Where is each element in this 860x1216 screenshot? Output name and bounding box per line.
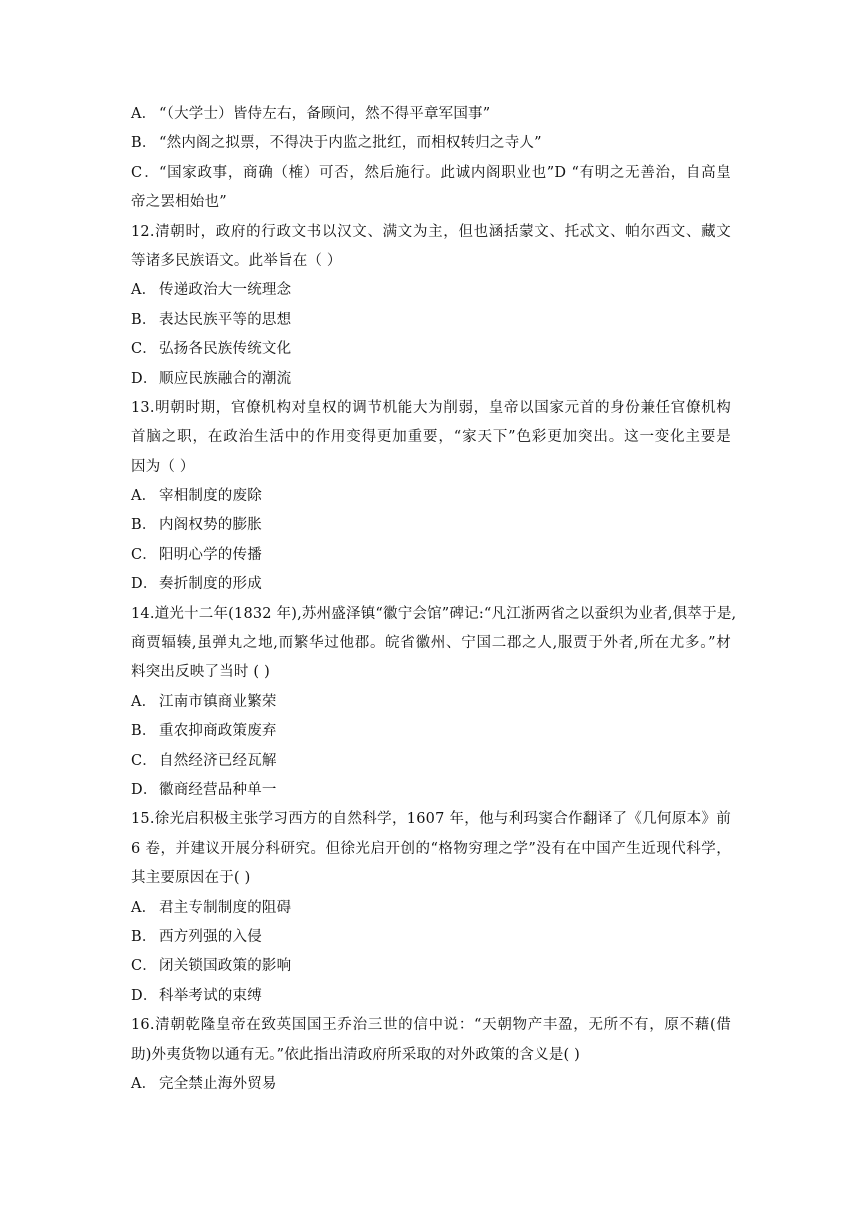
line-text: 12.清朝时，政府的行政文书以汉文、满文为主，但也涵括蒙文、托忒文、帕尔西文、藏文 — [131, 223, 731, 240]
line-text: 14.道光十二年(1832 年),苏州盛泽镇“徽宁会馆”碑记:“凡江浙两省之以蚕织为业者,俱萃于是, — [131, 605, 737, 622]
option-letter: A． — [131, 282, 157, 299]
question-line — [131, 188, 731, 217]
line-text: 西方列强的入侵 — [159, 928, 262, 945]
option-letter: B． — [131, 723, 157, 740]
line-text: 商贾辐辏,虽弹丸之地,而繁华过他郡。皖省徽州、宁国二郡之人,服贾于外者,所在尤多。”材 — [131, 635, 731, 652]
option-line — [131, 335, 731, 364]
option-letter: B． — [131, 928, 157, 945]
document-page — [131, 100, 737, 1099]
line-text: 因为（ ） — [131, 458, 195, 475]
option-letter: D． — [131, 576, 158, 593]
line-text: 顺应民族融合的潮流 — [159, 370, 292, 387]
option-letter: C． — [131, 546, 157, 563]
option-line — [131, 894, 731, 923]
line-text: 闭关锁国政策的影响 — [159, 958, 292, 975]
option-line — [131, 776, 731, 805]
option-line — [131, 688, 731, 717]
line-text: 君主专制制度的阻碍 — [159, 899, 292, 916]
line-text: 弘扬各民族传统文化 — [159, 341, 292, 358]
option-line — [131, 952, 731, 981]
line-text: 传递政治大一统理念 — [159, 282, 292, 299]
question-line — [131, 1041, 731, 1070]
line-text: 助)外夷货物以通有无。”依此指出清政府所采取的对外政策的含义是( ) — [131, 1046, 581, 1063]
question-line — [131, 629, 731, 658]
option-line — [131, 306, 731, 335]
option-line — [131, 100, 731, 129]
option-line — [131, 923, 731, 952]
option-letter: C． — [131, 341, 157, 358]
option-letter: C． — [131, 958, 157, 975]
option-line — [131, 541, 731, 570]
option-line — [131, 129, 731, 158]
line-text: 首脑之职，在政治生活中的作用变得更加重要，“家天下”色彩更加突出。这一变化主要是 — [131, 429, 731, 446]
line-text: 徽商经营品种单一 — [159, 781, 277, 798]
option-line — [131, 982, 731, 1011]
question-line — [131, 658, 731, 687]
line-text: 完全禁止海外贸易 — [159, 1075, 277, 1092]
line-text: 料突出反映了当时 ( ) — [131, 664, 270, 681]
option-letter: A． — [131, 899, 157, 916]
option-letter: B． — [131, 135, 157, 152]
option-letter: A． — [131, 488, 157, 505]
line-text: 帝之罢相始也” — [131, 194, 227, 211]
option-letter: A． — [131, 1075, 157, 1092]
line-text: 阳明心学的传播 — [159, 546, 262, 563]
option-line — [131, 747, 731, 776]
option-letter: C． — [131, 752, 157, 769]
line-text: 15.徐光启积极主张学习西方的自然科学，1607 年，他与利玛窦合作翻译了《几何原本》前 — [131, 811, 731, 828]
option-line — [131, 482, 731, 511]
line-text: 宰相制度的废除 — [159, 488, 262, 505]
option-letter: B． — [131, 311, 157, 328]
line-text: “（大学士）皆侍左右，备顾问，然不得平章军国事” — [159, 106, 491, 122]
question-line — [131, 423, 731, 452]
question-line — [131, 247, 731, 276]
option-letter: D． — [131, 987, 158, 1004]
option-line — [131, 159, 731, 188]
line-text: “然内阁之拟票，不得决于内监之批红，而相权转归之寺人” — [159, 135, 542, 152]
option-line — [131, 511, 731, 540]
line-text: 奏折制度的形成 — [159, 576, 262, 593]
option-letter: C． — [131, 164, 159, 181]
line-text: 重农抑商政策废弃 — [159, 723, 277, 740]
option-letter: A． — [131, 106, 157, 122]
option-letter: D． — [131, 370, 158, 387]
line-text: 科举考试的束缚 — [159, 987, 262, 1004]
line-text: “国家政事，商确（榷）可否，然后施行。此诚内阁职业也”D “有明之无善治，自高皇 — [159, 164, 731, 181]
question-line — [131, 805, 731, 834]
question-line — [131, 453, 731, 482]
question-line — [131, 394, 731, 423]
line-text: 自然经济已经瓦解 — [159, 752, 277, 769]
option-line — [131, 570, 731, 599]
line-text: 6 卷，并建议开展分科研究。但徐光启开创的“格物穷理之学”没有在中国产生近现代科学， — [131, 840, 731, 857]
line-text: 表达民族平等的思想 — [159, 311, 292, 328]
question-line — [131, 1011, 731, 1040]
line-text: 等诸多民族语文。此举旨在（ ） — [131, 252, 342, 269]
question-line — [131, 600, 737, 629]
line-text: 13.明朝时期，官僚机构对皇权的调节机能大为削弱，皇帝以国家元首的身份兼任官僚机构 — [131, 399, 731, 416]
line-text: 江南市镇商业繁荣 — [159, 693, 277, 710]
option-letter: B． — [131, 517, 157, 534]
option-line — [131, 1070, 731, 1099]
line-text: 16.清朝乾隆皇帝在致英国国王乔治三世的信中说：“天朝物产丰盈，无所不有，原不藉(借 — [131, 1017, 731, 1034]
line-text: 内阁权势的膨胀 — [159, 517, 262, 534]
option-line — [131, 276, 731, 305]
question-line — [131, 218, 731, 247]
line-text: 其主要原因在于( ) — [131, 870, 251, 887]
option-letter: D． — [131, 781, 158, 798]
question-line — [131, 835, 731, 864]
option-line — [131, 717, 731, 746]
option-line — [131, 365, 731, 394]
option-letter: A． — [131, 693, 157, 710]
question-line — [131, 864, 731, 893]
